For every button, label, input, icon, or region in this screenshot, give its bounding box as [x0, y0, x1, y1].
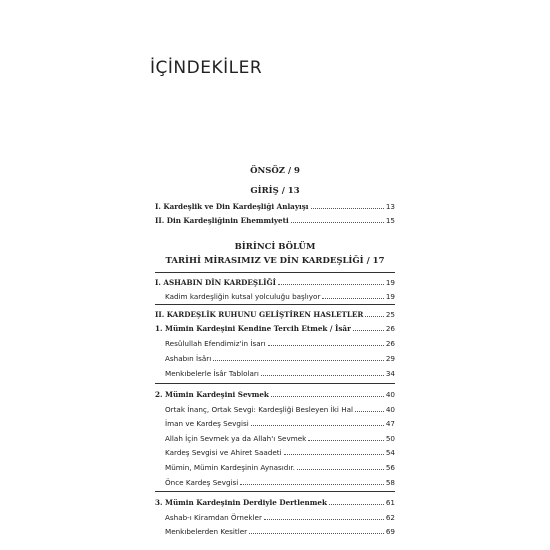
- toc-entry: Kardeş Sevgisi ve Ahiret Saadeti 54: [165, 448, 395, 457]
- toc-entry: Ortak İnanç, Ortak Sevgi: Kardeşliği Besleyen İki Hal 40: [165, 405, 395, 414]
- divider: [155, 383, 395, 384]
- toc-entry: Ashab-ı Kiramdan Örnekler 62: [165, 513, 395, 522]
- toc-entry: Kadim kardeşliğin kutsal yolculuğu başlıyor 19: [165, 292, 395, 301]
- toc-entry: Ashabın İsârı 29: [165, 354, 395, 363]
- toc-group-head: 1. Mümin Kardeşini Kendine Tercih Etmek / İsâr 26: [155, 324, 395, 333]
- toc-entry: İman ve Kardeş Sevgisi 47: [165, 419, 395, 428]
- toc-entry: I. Kardeşlik ve Din Kardeşliği Anlayışı 13: [155, 202, 395, 211]
- toc-group-head: 3. Mümin Kardeşinin Derdiyle Dertlenmek 61: [155, 498, 395, 507]
- onsoz-heading: ÖNSÖZ / 9: [250, 166, 300, 176]
- toc-entry: Resûlullah Efendimiz'in İsarı 26: [165, 339, 395, 348]
- page-title: İÇİNDEKİLER: [150, 58, 263, 78]
- toc-entry: Menkıbelerden Kesitler 69: [165, 527, 395, 536]
- divider: [155, 491, 395, 492]
- toc-section: I. ASHABIN DİN KARDEŞLİĞİ 19: [155, 278, 395, 287]
- part-title: TARİHİ MİRASIMIZ VE DİN KARDEŞLİĞİ / 17: [165, 256, 385, 266]
- part-label: BİRİNCİ BÖLÜM: [234, 242, 316, 252]
- toc-entry: Önce Kardeş Sevgisi 58: [165, 478, 395, 487]
- divider: [155, 272, 395, 273]
- toc-group-head: 2. Mümin Kardeşini Sevmek 40: [155, 390, 395, 399]
- toc-entry: Menkıbelerle İsâr Tabloları 34: [165, 369, 395, 378]
- toc-entry: Mümin, Mümin Kardeşinin Aynasıdır. 56: [165, 463, 395, 472]
- giris-heading: GİRİŞ / 13: [250, 186, 300, 196]
- toc-section: II. KARDEŞLİK RUHUNU GELİŞTİREN HASLETLER 25: [155, 310, 395, 319]
- toc-entry: II. Din Kardeşliğinin Ehemmiyeti 15: [155, 216, 395, 225]
- divider: [155, 304, 395, 305]
- toc-entry: Allah İçin Sevmek ya da Allah'ı Sevmek 50: [165, 434, 395, 443]
